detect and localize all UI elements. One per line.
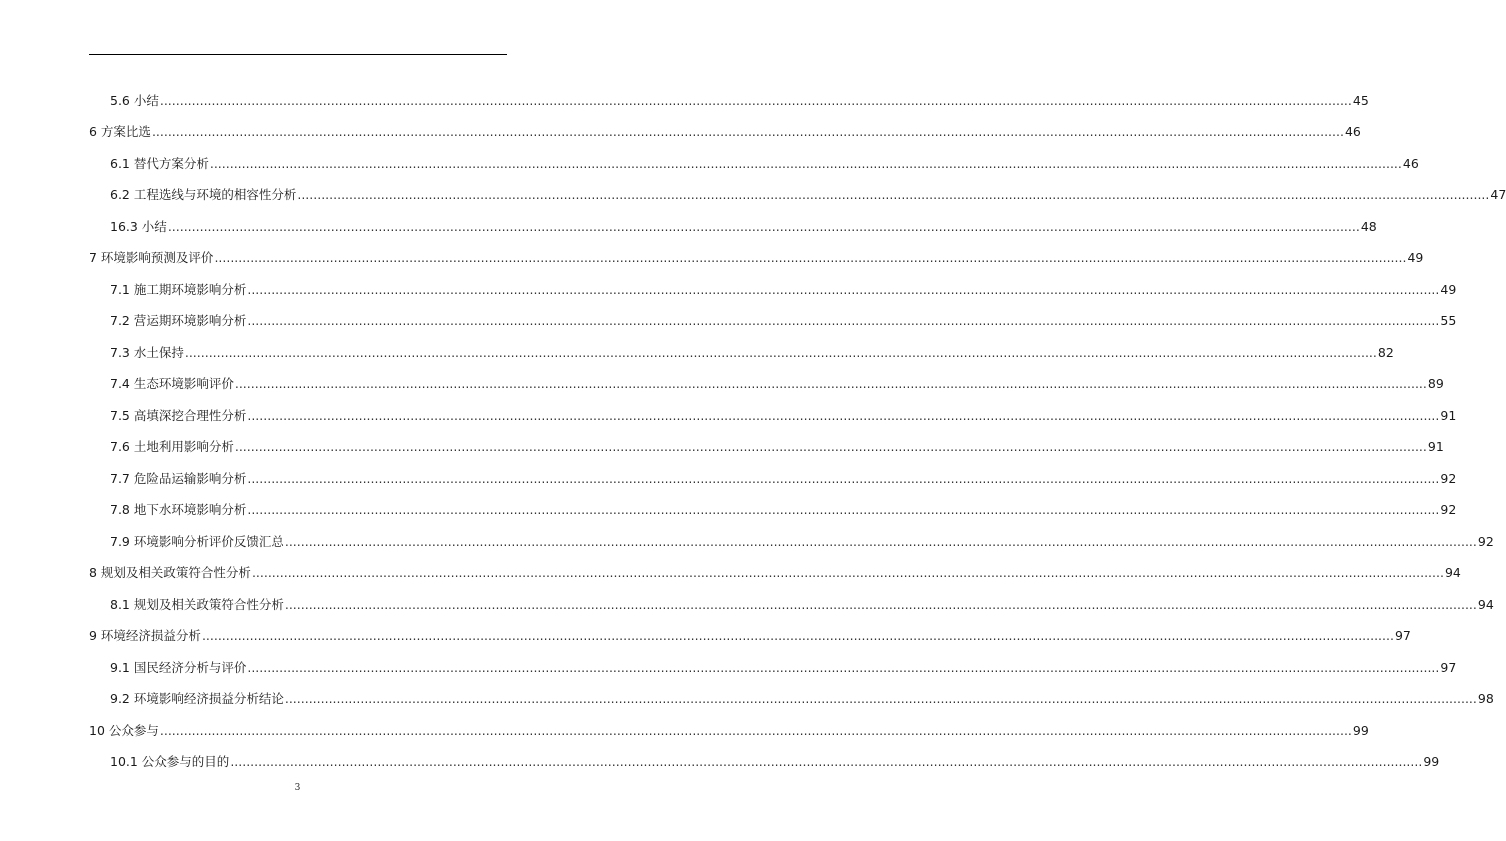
toc-dot-leader: ............................................................................................................................................................................................................................................................................................................ [247, 313, 1440, 328]
table-of-contents [89, 77, 1506, 770]
toc-entry-label: 6.1 替代方案分析 [110, 155, 209, 171]
toc-entry[interactable] [89, 581, 1494, 613]
toc-dot-leader: ............................................................................................................................................................................................................................................................................................................ [184, 344, 1377, 360]
toc-entry-label: 6.2 工程选线与环境的相容性分析 [110, 187, 297, 202]
toc-dot-leader: ............................................................................................................................................................................................................................................................................................................ [159, 722, 1352, 738]
toc-entry-page: 46 [1344, 124, 1361, 139]
toc-entry-page: 82 [1377, 344, 1394, 360]
toc-entry-label: 8.1 规划及相关政策符合性分析 [110, 596, 284, 612]
toc-entry-page: 92 [1440, 470, 1457, 486]
toc-dot-leader: ............................................................................................................................................................................................................................................................................................................ [214, 250, 1407, 265]
toc-entry[interactable] [89, 676, 1494, 708]
toc-entry[interactable] [89, 644, 1457, 676]
toc-entry-label: 7.9 环境影响分析评价反馈汇总 [110, 533, 284, 549]
toc-entry-label: 7.8 地下水环境影响分析 [110, 502, 247, 517]
toc-dot-leader: ............................................................................................................................................................................................................................................................................................................ [234, 376, 1427, 391]
toc-entry-label: 9 环境经济损益分析 [89, 628, 201, 643]
toc-entry[interactable] [89, 77, 1369, 109]
toc-entry-page: 92 [1477, 533, 1494, 549]
toc-entry-label: 7.5 高填深挖合理性分析 [110, 407, 247, 423]
toc-entry[interactable] [89, 203, 1377, 235]
toc-entry-label: 7.2 营运期环境影响分析 [110, 313, 247, 328]
toc-entry-label: 7.7 危险品运输影响分析 [110, 470, 247, 486]
toc-entry-label: 16.3 小结 [110, 218, 167, 234]
toc-dot-leader: ............................................................................................................................................................................................................................................................................................................ [167, 218, 1360, 234]
toc-entry-label: 9.1 国民经济分析与评价 [110, 659, 247, 675]
toc-entry-page: 45 [1352, 92, 1369, 108]
toc-entry[interactable] [89, 329, 1394, 361]
toc-entry-label: 5.6 小结 [110, 92, 159, 108]
toc-entry[interactable] [89, 140, 1419, 172]
toc-dot-leader: ............................................................................................................................................................................................................................................................................................................ [251, 565, 1444, 580]
toc-dot-leader: ............................................................................................................................................................................................................................................................................................................ [159, 92, 1352, 108]
toc-entry[interactable] [89, 613, 1411, 645]
toc-entry[interactable] [89, 172, 1506, 204]
toc-entry-page: 91 [1440, 407, 1457, 423]
toc-entry[interactable] [89, 455, 1457, 487]
toc-entry-label: 6 方案比选 [89, 124, 151, 139]
toc-entry-label: 7.4 生态环境影响评价 [110, 376, 234, 391]
toc-entry-page: 97 [1394, 628, 1411, 643]
toc-entry-label: 7.6 土地利用影响分析 [110, 439, 234, 454]
toc-dot-leader: ............................................................................................................................................................................................................................................................................................................ [247, 502, 1440, 517]
toc-entry[interactable] [89, 235, 1424, 267]
page-number: 3 [294, 783, 301, 793]
toc-entry[interactable] [89, 266, 1457, 298]
toc-dot-leader: ............................................................................................................................................................................................................................................................................................................ [234, 439, 1427, 454]
toc-dot-leader: ............................................................................................................................................................................................................................................................................................................ [201, 628, 1394, 643]
toc-dot-leader: ............................................................................................................................................................................................................................................................................................................ [247, 281, 1440, 297]
toc-entry-page: 98 [1477, 691, 1494, 706]
toc-dot-leader: ............................................................................................................................................................................................................................................................................................................ [297, 187, 1490, 202]
toc-entry[interactable] [89, 392, 1457, 424]
toc-dot-leader: ............................................................................................................................................................................................................................................................................................................ [247, 470, 1440, 486]
toc-entry[interactable] [89, 707, 1369, 739]
toc-dot-leader: ............................................................................................................................................................................................................................................................................................................ [209, 155, 1402, 171]
toc-entry-page: 49 [1407, 250, 1424, 265]
toc-entry-label: 9.2 环境影响经济损益分析结论 [110, 691, 284, 706]
toc-dot-leader: ............................................................................................................................................................................................................................................................................................................ [284, 691, 1477, 706]
toc-entry[interactable] [89, 518, 1494, 550]
toc-dot-leader: ............................................................................................................................................................................................................................................................................................................ [247, 407, 1440, 423]
toc-entry[interactable] [89, 550, 1461, 582]
toc-entry[interactable] [89, 739, 1440, 771]
toc-entry-page: 55 [1440, 313, 1457, 328]
toc-entry-label: 7.3 水土保持 [110, 344, 184, 360]
toc-entry-page: 47 [1490, 187, 1506, 202]
toc-entry-page: 94 [1444, 565, 1461, 580]
toc-entry-page: 46 [1402, 155, 1419, 171]
toc-entry[interactable] [89, 109, 1361, 141]
toc-entry-label: 10 公众参与 [89, 722, 159, 738]
toc-dot-leader: ............................................................................................................................................................................................................................................................................................................ [230, 754, 1423, 769]
toc-entry-label: 8 规划及相关政策符合性分析 [89, 565, 251, 580]
toc-entry-label: 7 环境影响预测及评价 [89, 250, 214, 265]
toc-entry-page: 89 [1427, 376, 1444, 391]
header-rule [89, 54, 507, 55]
toc-entry[interactable] [89, 487, 1457, 519]
toc-entry[interactable] [89, 361, 1444, 393]
toc-entry-page: 49 [1440, 281, 1457, 297]
toc-entry-page: 94 [1477, 596, 1494, 612]
toc-entry-page: 99 [1352, 722, 1369, 738]
toc-dot-leader: ............................................................................................................................................................................................................................................................................................................ [284, 533, 1477, 549]
toc-entry-label: 10.1 公众参与的目的 [110, 754, 230, 769]
toc-entry[interactable] [89, 298, 1457, 330]
toc-entry[interactable] [89, 424, 1444, 456]
toc-entry-page: 92 [1440, 502, 1457, 517]
toc-entry-page: 97 [1440, 659, 1457, 675]
toc-entry-page: 91 [1427, 439, 1444, 454]
toc-entry-page: 48 [1360, 218, 1377, 234]
toc-dot-leader: ............................................................................................................................................................................................................................................................................................................ [284, 596, 1477, 612]
toc-dot-leader: ............................................................................................................................................................................................................................................................................................................ [247, 659, 1440, 675]
toc-entry-page: 99 [1423, 754, 1440, 769]
toc-dot-leader: ............................................................................................................................................................................................................................................................................................................ [151, 124, 1344, 139]
toc-entry-label: 7.1 施工期环境影响分析 [110, 281, 247, 297]
